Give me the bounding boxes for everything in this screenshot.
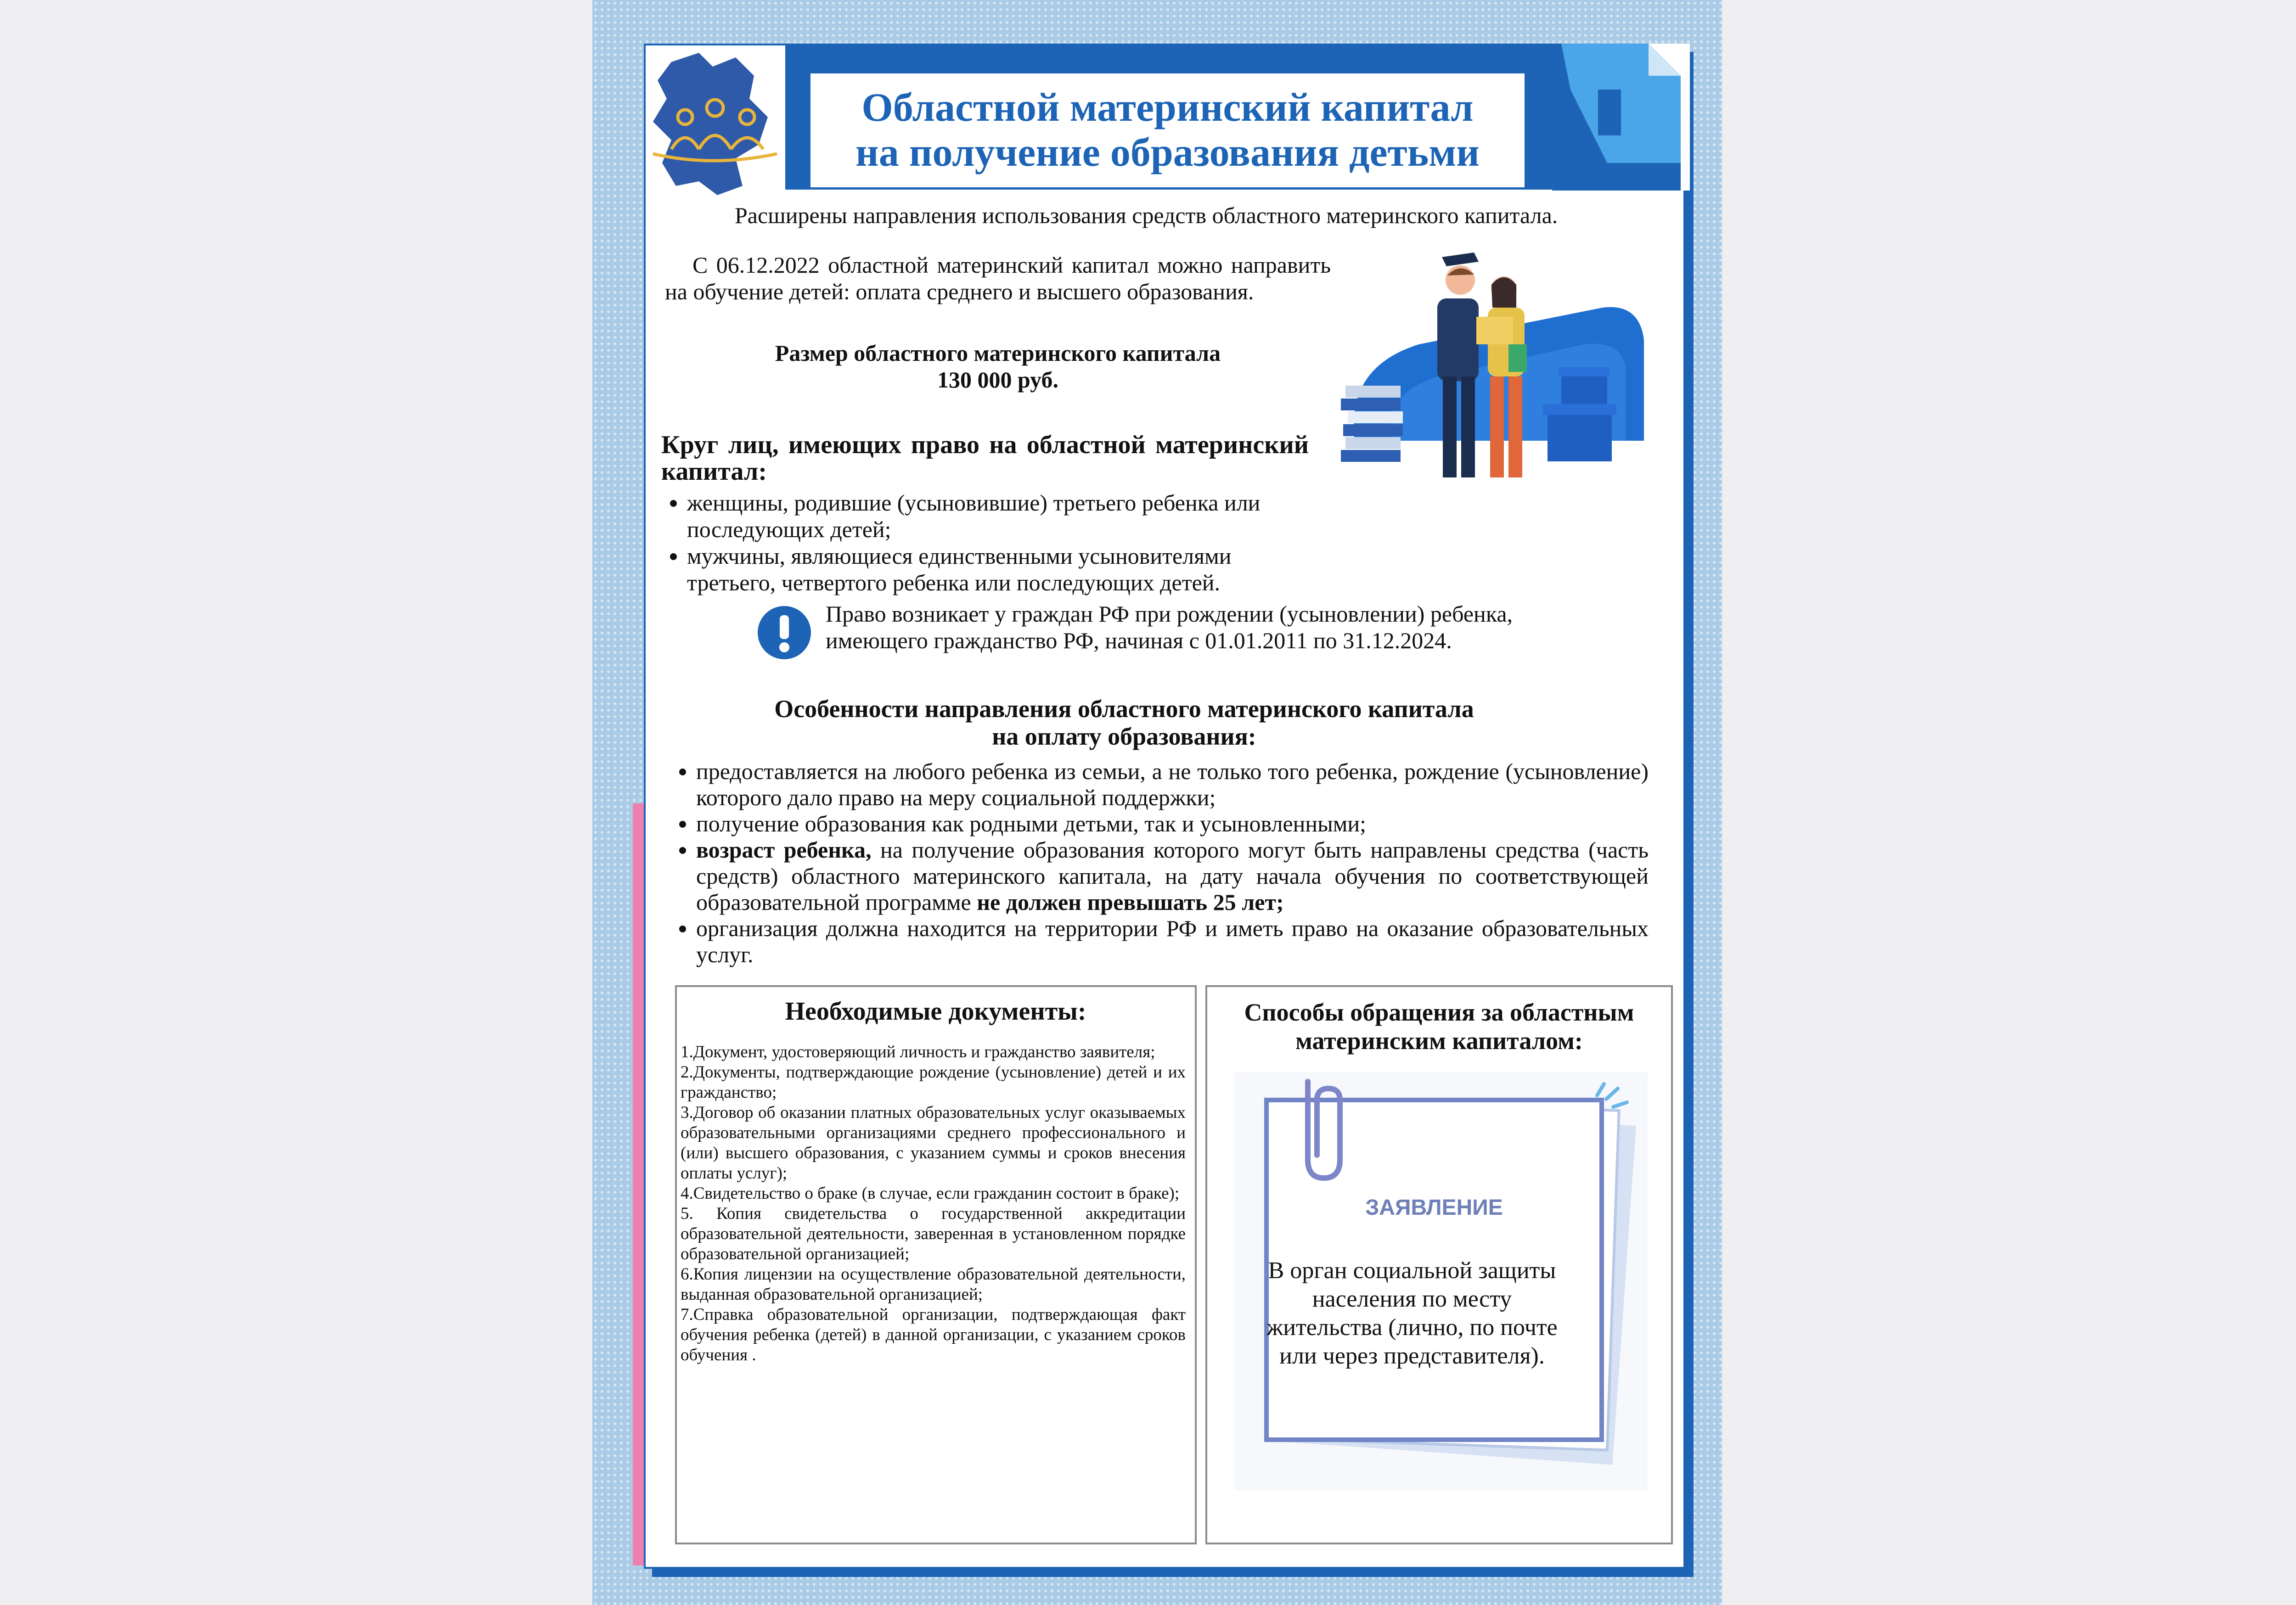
intro-text: Расширены направления использования средств областного материнского капитала. xyxy=(735,202,1558,228)
feature-item-3-text: на получение образования которого могут быть направлены средства (часть средств) областного материнского капитала, на дату начала обучения по соответствующей образовательной программе xyxy=(696,837,1649,915)
feature-item-3-bold-end: не должен превышать 25 лет; xyxy=(977,889,1284,915)
capital-size-amount: 130 000 руб. xyxy=(937,367,1058,393)
features-heading xyxy=(665,695,1583,750)
feature-item-3-bold: возраст ребенка, xyxy=(696,837,872,863)
feature-item-2: • получение образования как родными детьми, так и усыновленными; xyxy=(696,811,1649,837)
eligible-heading: Круг лиц, имеющих право на областной материнский капитал: xyxy=(661,431,1309,486)
title-line-1: Областной материнский капитал xyxy=(861,85,1474,130)
ways-heading: Способы обращения за областным материнским капиталом: xyxy=(1244,999,1634,1055)
documents-heading: Необходимые документы: xyxy=(785,997,1086,1026)
title-line-2: на получение образования детьми xyxy=(855,130,1480,175)
document-item-2: 2.Документы, подтверждающие рождение (усыновление) детей и их гражданство; xyxy=(681,1063,1186,1102)
eligible-item-2: • мужчины, являющиеся единственными усыновителями третьего, четвертого ребенка или последующих детей. xyxy=(687,543,1299,596)
exclamation-icon xyxy=(757,605,812,660)
pink-accent-strip xyxy=(633,803,645,1566)
features-heading-line-2: на оплату образования: xyxy=(992,723,1256,750)
capital-size xyxy=(665,340,1331,393)
document-item-1: 1.Документ, удостоверяющий личность и гражданство заявителя; xyxy=(681,1043,1155,1061)
document-item-7: 7.Справка образовательной организации, подтверждающая факт обучения ребенка (детей) в данной организации, с указанием сроков обучения . xyxy=(681,1305,1186,1364)
feature-item-4: • организация должна находится на территории РФ и иметь право на оказание образовательных услуг. xyxy=(696,915,1649,968)
region-map-logo-icon xyxy=(644,48,786,200)
document-item-6: 6.Копия лицензии на осуществление образовательной деятельности, выданная образовательной организацией; xyxy=(681,1265,1186,1304)
feature-item-3 xyxy=(696,837,1649,915)
document-item-4: 4.Свидетельство о браке (в случае, если гражданин состоит в браке); xyxy=(681,1184,1180,1203)
card-title: ЗАЯВЛЕНИЕ xyxy=(1365,1195,1503,1220)
document-item-3: 3.Договор об оказании платных образовательных услуг оказываемых образовательными организациями среднего профессионального и (или) высшего образования, с указанием суммы и сроков внесения оплаты услуг); xyxy=(681,1103,1186,1183)
capital-size-label: Размер областного материнского капитала xyxy=(775,340,1221,366)
documents-list xyxy=(681,1042,1186,1365)
warning-text: Право возникает у граждан РФ при рождении (усыновлении) ребенка, имеющего гражданство РФ, начиная с 01.01.2011 по 31.12.2024. xyxy=(826,601,1513,653)
document-item-5: 5. Копия свидетельства о государственной аккредитации образовательной деятельности, заверенная в установленном порядке образовательной организацией; xyxy=(681,1204,1186,1263)
eligible-list xyxy=(656,489,1299,596)
ways-text: В орган социальной защиты населения по месту жительства (лично, по почте или через представителя). xyxy=(1266,1257,1558,1369)
folded-corner-decoration xyxy=(1552,44,1690,191)
title-box xyxy=(810,73,1525,187)
students-illustration xyxy=(1327,248,1653,491)
feature-item-1: • предоставляется на любого ребенка из семьи, а не только того ребенка, рождение (усыновление) которого дало право на меру социальной поддержки; xyxy=(696,758,1649,811)
paragraph-date: С 06.12.2022 областной материнский капитал можно направить на обучение детей: оплата среднего и высшего образования. xyxy=(665,252,1331,304)
features-heading-line-1: Особенности направления областного материнского капитала xyxy=(774,695,1474,723)
eligible-item-1: • женщины, родившие (усыновившие) третьего ребенка или последующих детей; xyxy=(687,489,1299,543)
features-list xyxy=(665,758,1649,968)
student-male xyxy=(1437,253,1479,477)
